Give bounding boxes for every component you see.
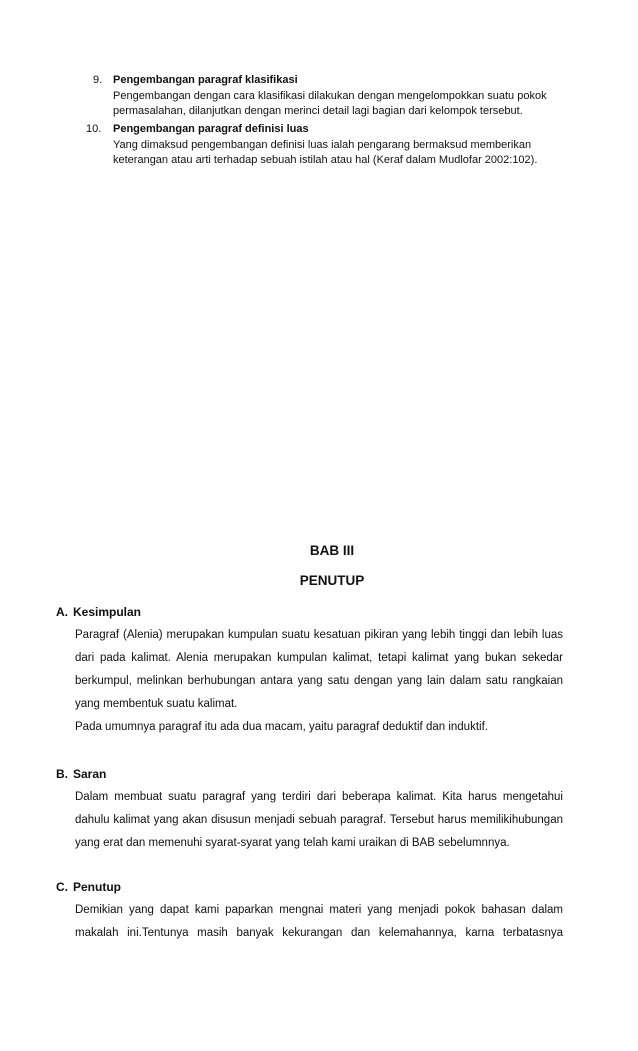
section-letter: C.: [56, 880, 68, 894]
list-item-number: 9.: [93, 74, 103, 86]
list-item-text: Yang dimaksud pengembangan definisi luas ialah pengarang bermaksud memberikan keterangan atau arti terhadap sebuah istilah atau hal (Keraf dalam Mudlofar 2002:102).: [113, 138, 538, 166]
list-item-9: [93, 73, 573, 120]
section-body-kesimpulan: [75, 624, 563, 739]
section-title: Penutup: [73, 880, 121, 894]
section-body-penutup: [75, 899, 563, 945]
list-item-10: [86, 122, 573, 169]
section-heading-saran: [56, 767, 106, 781]
section-title: Saran: [73, 767, 107, 781]
section-heading-penutup: [56, 880, 121, 894]
chapter-title: PENUTUP: [299, 573, 365, 588]
section-letter: A.: [56, 605, 68, 619]
paragraph: Paragraf (Alenia) merupakan kumpulan suatu kesatuan pikiran yang lebih tinggi dan lebih luas dari pada kalimat. Alenia merupakan kumpulan kalimat, tetapi kalimat yang bukan sekedar berkumpul, melinkan berhubungan antara yang satu dengan yang lain dalam satu rangkaian yang membentuk suatu kalimat.: [75, 629, 563, 710]
paragraph: Pada umumnya paragraf itu ada dua macam, yaitu paragraf deduktif dan induktif.: [75, 721, 488, 733]
section-body-saran: [75, 786, 563, 855]
paragraph: Dalam membuat suatu paragraf yang terdiri dari beberapa kalimat. Kita harus mengetahui dahulu kalimat yang akan disusun menjadi sebuah paragraf. Tersebut harus memilikihubungan yang erat dan memenuhi syarat-syarat yang telah kami uraikan di BAB sebelumnnya.: [75, 791, 563, 849]
list-item-title: Pengembangan paragraf klasifikasi: [113, 74, 298, 86]
list-item-title: Pengembangan paragraf definisi luas: [113, 123, 309, 135]
list-item-text: Pengembangan dengan cara klasifikasi dilakukan dengan mengelompokkan suatu pokok permasalahan, dilanjutkan dengan merinci detail lagi bagian dari kelompok tersebut.: [113, 89, 547, 117]
chapter-number: BAB III: [309, 543, 355, 558]
list-item-number: 10.: [86, 123, 102, 135]
section-title: Kesimpulan: [73, 605, 142, 619]
section-letter: B.: [56, 767, 68, 781]
paragraph: Demikian yang dapat kami paparkan mengnai materi yang menjadi pokok bahasan dalam makalah ini.Tentunya masih banyak kekurangan dan kelemahannya, karna terbatasnya: [75, 904, 563, 939]
section-heading-kesimpulan: [56, 605, 141, 619]
